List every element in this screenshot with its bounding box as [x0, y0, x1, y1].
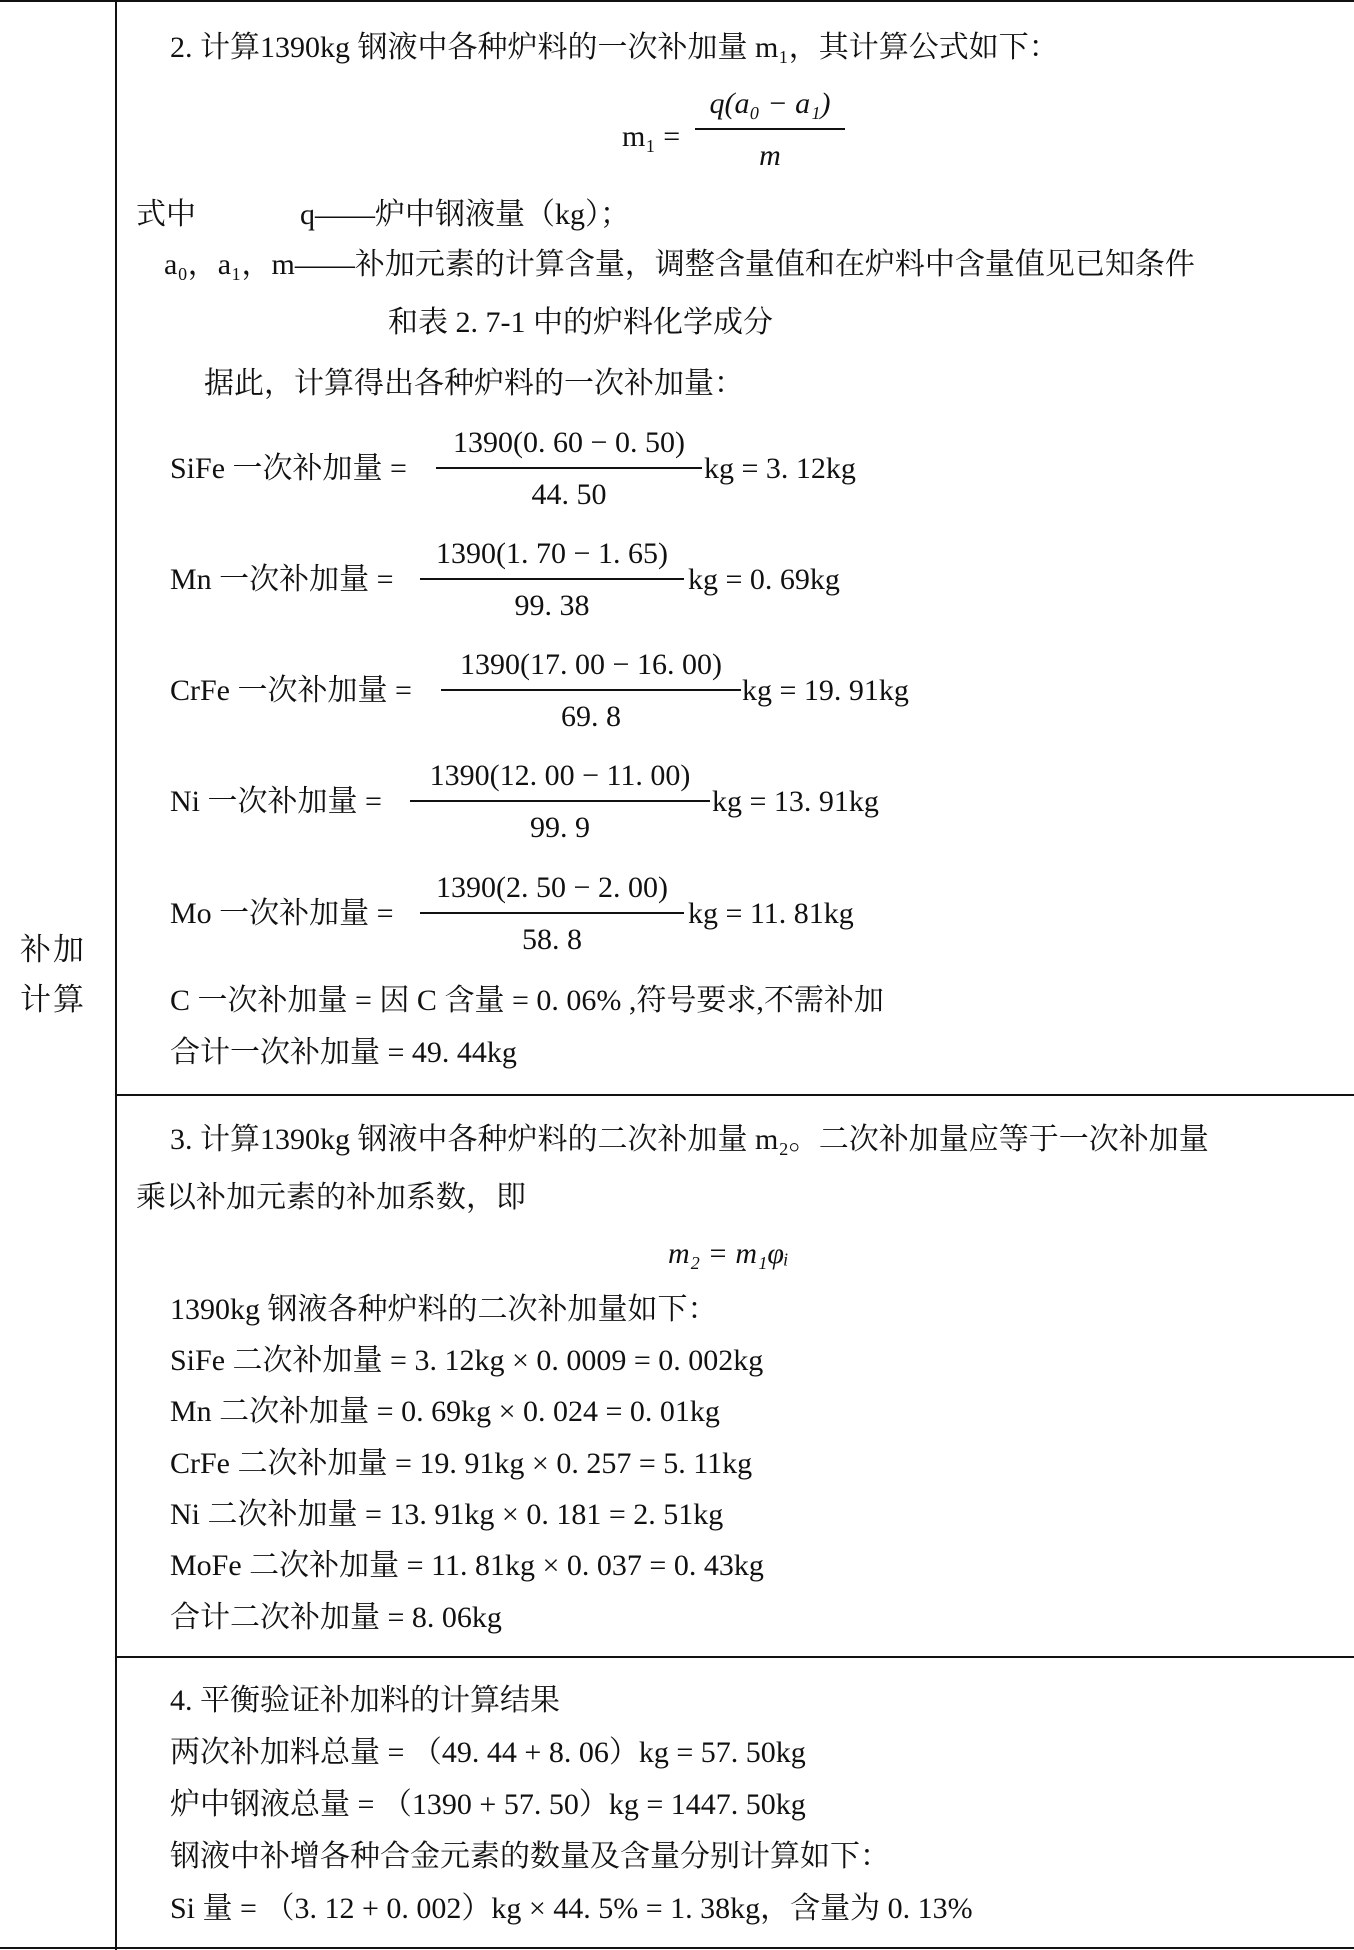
crfe-rhs: kg = 19. 91kg — [742, 674, 909, 707]
sec4-heading: 4. 平衡验证补加料的计算结果 — [170, 1684, 560, 1717]
sec2-heading: 2. 计算1390kg 钢液中各种炉料的一次补加量 m₁，其计算公式如下： — [170, 31, 1059, 64]
sec2-formula-numerator: q(a₀ − a₁) — [709, 87, 831, 120]
fraction-bar — [441, 689, 741, 691]
sec2-formula-lhs: m₁ = — [622, 120, 681, 153]
sec3-intro: 1390kg 钢液各种炉料的二次补加量如下： — [170, 1293, 718, 1326]
crfe-lhs: CrFe 一次补加量 = — [170, 674, 412, 707]
fraction-bar — [436, 467, 702, 469]
table-top-border — [0, 0, 1354, 2]
sec4-line: 炉中钢液总量 = （1390 + 57. 50）kg = 1447. 50kg — [170, 1788, 806, 1821]
sec3-line: MoFe 二次补加量 = 11. 81kg × 0. 037 = 0. 43kg — [170, 1549, 764, 1582]
sec4-line: Si 量 = （3. 12 + 0. 002）kg × 44. 5% = 1. 38kg，含量为 0. 13% — [170, 1892, 973, 1925]
row-divider-1 — [116, 1094, 1354, 1096]
sec3-line: Ni 二次补加量 = 13. 91kg × 0. 181 = 2. 51kg — [170, 1498, 724, 1531]
sec2-formula-denominator: m — [759, 139, 781, 172]
sife-fraction — [436, 425, 702, 513]
fraction-bar — [695, 128, 845, 130]
sec3-total: 合计二次补加量 = 8. 06kg — [170, 1601, 502, 1634]
sec4-line: 钢液中补增各种合金元素的数量及含量分别计算如下： — [170, 1840, 890, 1873]
sec3-heading: 3. 计算1390kg 钢液中各种炉料的二次补加量 m₂。二次补加量应等于一次补加量 — [170, 1123, 1209, 1156]
crfe-fraction — [441, 647, 741, 735]
mn-rhs: kg = 0. 69kg — [688, 563, 840, 596]
side-label-line2: 计算 — [20, 982, 86, 1017]
sec2-total: 合计一次补加量 = 49. 44kg — [170, 1036, 517, 1069]
where-label: 式中 — [136, 198, 196, 231]
side-label — [20, 925, 100, 1025]
table-bottom-border — [0, 1947, 1354, 1949]
ni-lhs: Ni 一次补加量 = — [170, 785, 382, 818]
mn-fraction — [420, 536, 684, 624]
sec3-line: Mn 二次补加量 = 0. 69kg × 0. 024 = 0. 01kg — [170, 1395, 720, 1428]
mo-fraction — [420, 870, 684, 958]
mo-lhs: Mo 一次补加量 = — [170, 897, 394, 930]
fraction-bar — [420, 912, 684, 914]
ni-rhs: kg = 13. 91kg — [712, 785, 879, 818]
mn-lhs: Mn 一次补加量 = — [170, 563, 394, 596]
where-a: a₀，a₁，m——补加元素的计算含量，调整含量值和在炉料中含量值见已知条件 — [164, 248, 1195, 281]
mo-rhs: kg = 11. 81kg — [688, 897, 854, 930]
ni-numerator: 1390(12. 00 − 11. 00) — [429, 759, 691, 792]
sec2-intro: 据此，计算得出各种炉料的一次补加量： — [204, 367, 744, 400]
sec3-line: SiFe 二次补加量 = 3. 12kg × 0. 0009 = 0. 002kg — [170, 1344, 764, 1377]
ni-denominator: 99. 9 — [530, 811, 590, 844]
crfe-numerator: 1390(17. 00 − 16. 00) — [460, 648, 722, 681]
crfe-denominator: 69. 8 — [561, 700, 621, 733]
row-divider-2 — [116, 1656, 1354, 1658]
where-a-cont: 和表 2. 7-1 中的炉料化学成分 — [388, 306, 773, 339]
mo-denominator: 58. 8 — [522, 923, 582, 956]
mo-numerator: 1390(2. 50 − 2. 00) — [436, 871, 668, 904]
where-q: q——炉中钢液量（kg）； — [300, 198, 630, 231]
sife-rhs: kg = 3. 12kg — [704, 452, 856, 485]
ni-fraction — [410, 758, 710, 846]
mn-denominator: 99. 38 — [514, 589, 590, 622]
sec3-line: CrFe 二次补加量 = 19. 91kg × 0. 257 = 5. 11kg — [170, 1447, 753, 1480]
mn-numerator: 1390(1. 70 − 1. 65) — [436, 537, 668, 570]
fraction-bar — [410, 800, 710, 802]
sec3-formula: m₂ = m₁φᵢ — [668, 1237, 789, 1270]
sec2-formula-fraction — [695, 86, 845, 174]
sec4-line: 两次补加料总量 = （49. 44 + 8. 06）kg = 57. 50kg — [170, 1736, 806, 1769]
side-label-line1: 补加 — [20, 932, 86, 967]
sife-lhs: SiFe 一次补加量 = — [170, 452, 407, 485]
fraction-bar — [420, 578, 684, 580]
sife-numerator: 1390(0. 60 − 0. 50) — [453, 426, 685, 459]
sife-denominator: 44. 50 — [531, 478, 607, 511]
c-line: C 一次补加量 = 因 C 含量 = 0. 06% ,符号要求,不需补加 — [170, 984, 884, 1017]
sec3-heading-cont: 乘以补加元素的补加系数，即 — [136, 1181, 526, 1214]
